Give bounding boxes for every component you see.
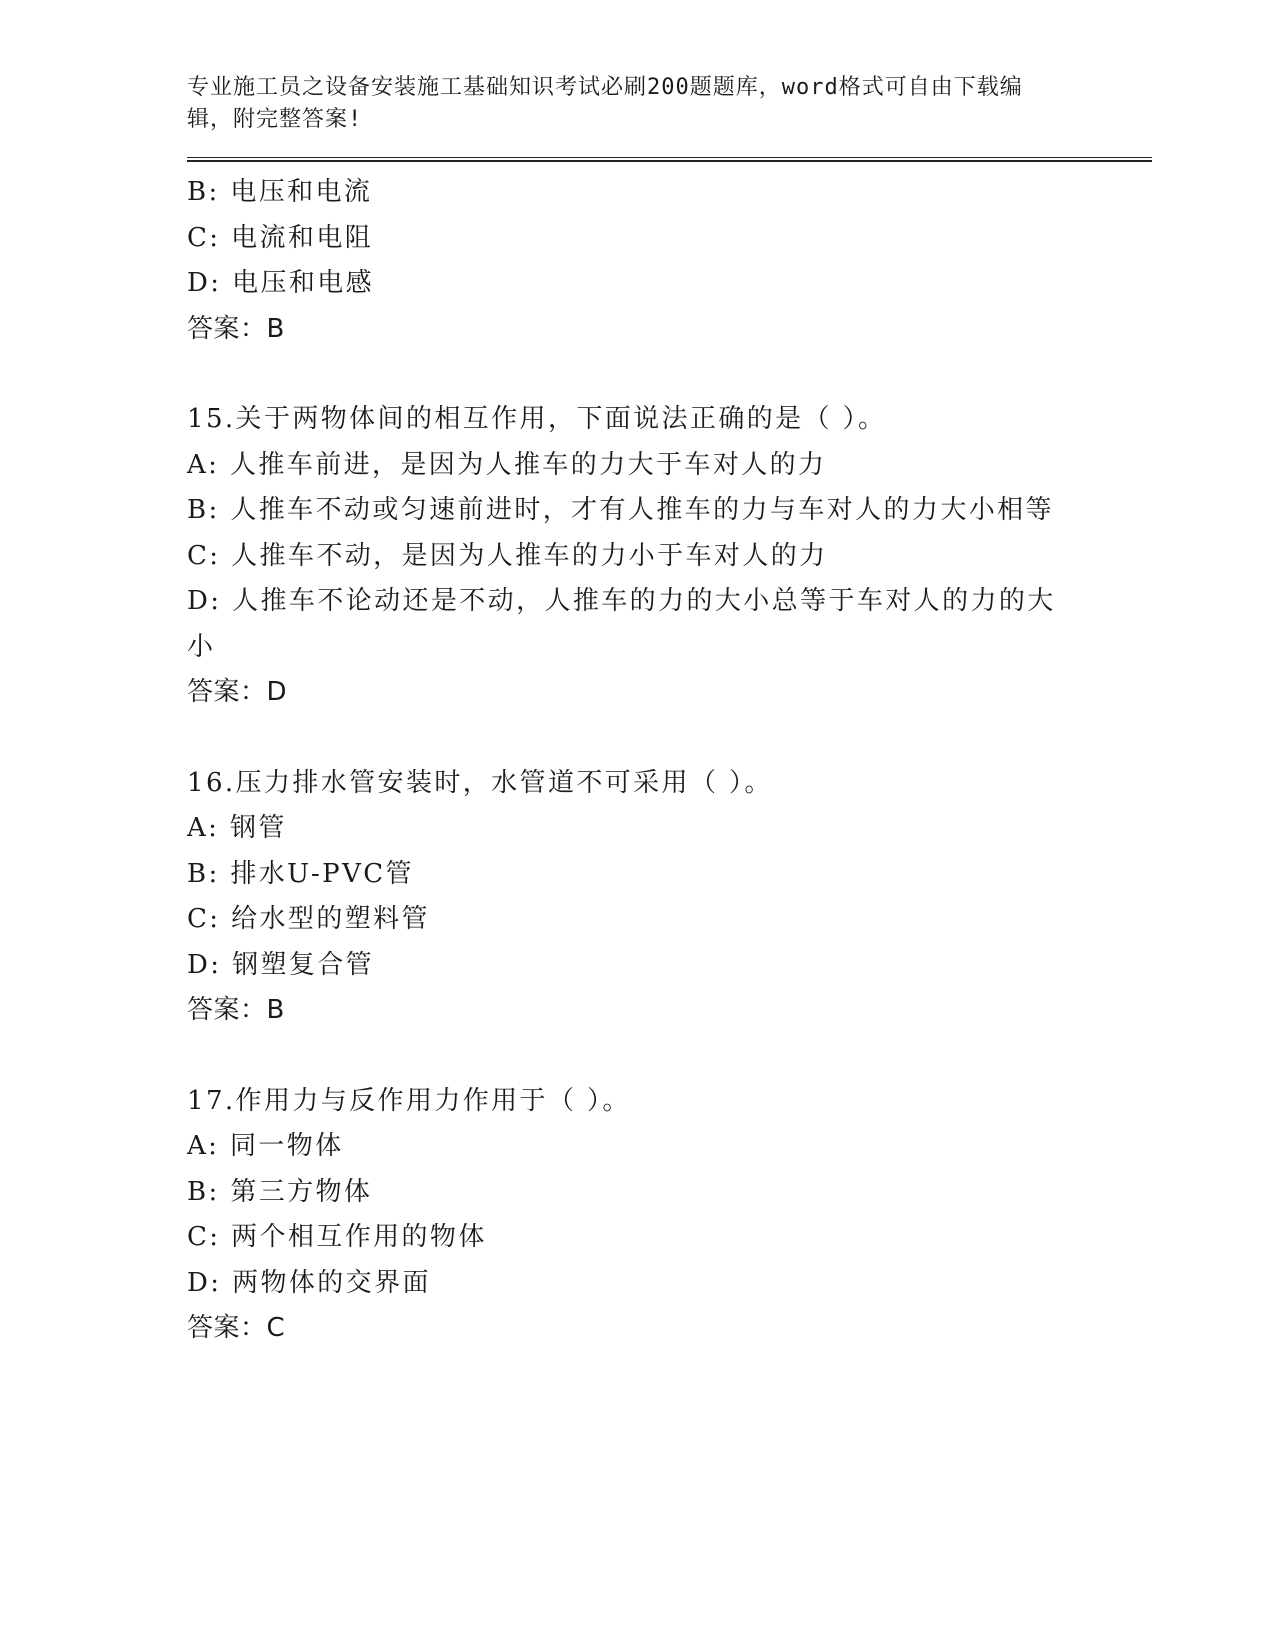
question-spacer <box>187 352 1067 397</box>
question-15-option-c: C: 人推车不动，是因为人推车的力小于车对人的力 <box>187 540 828 571</box>
question-spacer <box>187 716 1067 761</box>
question-17-option-d: D: 两物体的交界面 <box>187 1267 431 1298</box>
header-divider <box>187 157 1152 162</box>
question-14-option-d: D: 电压和电感 <box>187 268 375 298</box>
question-17-stem: 17.作用力与反作用力作用于（ ）。 <box>187 1085 631 1116</box>
question-17-option-a: A: 同一物体 <box>187 1131 344 1161</box>
question-16-option-b: B: 排水U-PVC管 <box>187 858 414 889</box>
question-16-option-c: C: 给水型的塑料管 <box>187 904 430 934</box>
document-page <box>187 72 1152 1352</box>
question-14-option-c: C: 电流和电阻 <box>187 222 374 253</box>
question-15-option-a: A: 人推车前进，是因为人推车的力大于车对人的力 <box>187 449 827 480</box>
question-15-option-b: B: 人推车不动或匀速前进时，才有人推车的力与车对人的力大小相等 <box>187 495 1054 525</box>
question-15-option-d: D: 人推车不论动还是不动，人推车的力的大小总等于车对人的力的大小 <box>187 586 1056 662</box>
question-16 <box>187 761 1067 1034</box>
question-14-option-b: B: 电压和电流 <box>187 177 373 207</box>
question-16-option-a: A: 钢管 <box>187 813 287 843</box>
question-16-option-d: D: 钢塑复合管 <box>187 949 375 980</box>
question-17 <box>187 1079 1067 1352</box>
question-15 <box>187 397 1067 716</box>
question-17-option-c: C: 两个相互作用的物体 <box>187 1222 487 1252</box>
question-14-partial <box>187 170 1067 352</box>
question-spacer <box>187 1034 1067 1079</box>
document-header: 专业施工员之设备安装施工基础知识考试必刷200题题库，word格式可自由下载编辑，附完整答案! <box>187 75 1023 132</box>
question-list <box>187 170 1067 1352</box>
question-16-stem: 16.压力排水管安装时，水管道不可采用（ ）。 <box>187 767 773 798</box>
question-17-option-b: B: 第三方物体 <box>187 1176 373 1207</box>
question-17-answer: 答案：C <box>187 1313 286 1343</box>
question-14-answer: 答案：B <box>187 313 285 344</box>
question-15-stem: 15.关于两物体间的相互作用，下面说法正确的是（ ）。 <box>187 404 887 434</box>
question-15-answer: 答案：D <box>187 677 288 707</box>
question-16-answer: 答案：B <box>187 995 285 1025</box>
